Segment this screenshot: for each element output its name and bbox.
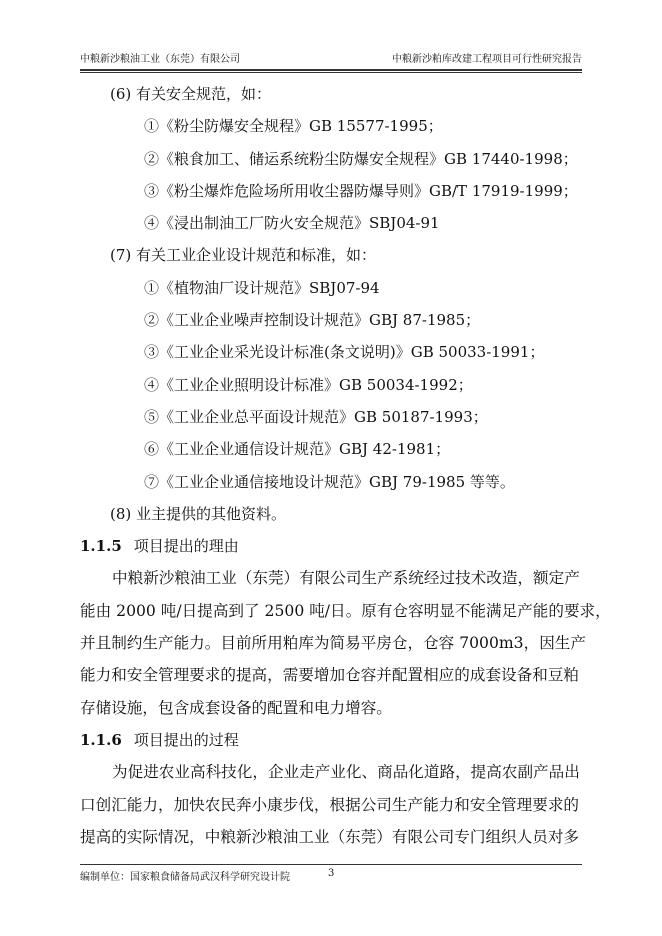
section-heading (80, 530, 582, 562)
paragraph-line: 中粮新沙粮油工业（东莞）有限公司生产系统经过技术改造，额定产 (112, 569, 580, 588)
list-item: ①《粉尘防爆安全规程》GB 15577-1995； (144, 117, 443, 136)
list-item: ⑤《工业企业总平面设计规范》GB 50187-1993； (144, 407, 488, 426)
paragraph-line: 为促进农业高科技化，企业走产业化、商品化道路，提高农副产品出 (112, 763, 580, 782)
paragraph-line: 能由 2000 吨/日提高到了 2500 吨/日。原有仓容明显不能满足产能的要求， (80, 601, 611, 620)
page-number: 3 (328, 868, 335, 879)
header-rule-thin (80, 72, 582, 73)
list-item: ②《工业企业噪声控制设计规范》GBJ 87-1985； (144, 311, 481, 330)
section-title: 项目提出的理由 (133, 537, 239, 556)
section-title: 项目提出的过程 (133, 730, 239, 749)
list-item: ⑥《工业企业通信设计规范》GBJ 42-1981； (144, 440, 451, 459)
section-number: 1.1.5 (80, 537, 122, 556)
header-rule (80, 69, 582, 71)
list-item: ①《植物油厂设计规范》SBJ07-94 (144, 278, 380, 297)
header-report-title: 中粮新沙粕库改建工程项目可行性研究报告 (392, 54, 582, 65)
list-item: ⑦《工业企业通信接地设计规范》GBJ 79-1985 等等。 (144, 472, 515, 491)
list-item: ③《工业企业采光设计标准(条文说明)》GB 50033-1991； (144, 343, 545, 362)
paragraph-line: 提高的实际情况，中粮新沙粮油工业（东莞）有限公司专门组织人员对多 (80, 827, 580, 846)
paragraph-line: 存储设施，包含成套设备的配置和电力增容。 (80, 698, 392, 717)
page-header (80, 50, 582, 68)
footer-organization: 编制单位：国家粮食储备局武汉科学研究设计院 (80, 872, 290, 883)
paragraph-line: 口创汇能力，加快农民奔小康步伐，根据公司生产能力和安全管理要求的 (80, 795, 580, 814)
section-heading (80, 724, 582, 756)
footer-rule (80, 864, 582, 865)
document-body (80, 78, 611, 853)
list-item: ②《粮食加工、储运系统粉尘防爆安全规程》GB 17440-1998； (144, 149, 578, 168)
paragraph-line: 并且制约生产能力。目前所用粕库为简易平房仓，仓容 7000m3，因生产 (80, 634, 586, 653)
list-item: (7) 有关工业企业设计规范和标准，如： (110, 246, 377, 265)
header-company: 中粮新沙粮油工业（东莞）有限公司 (80, 54, 240, 65)
list-item: ③《粉尘爆炸危险场所用收尘器防爆导则》GB/T 17919-1999； (144, 181, 578, 200)
list-item: (8) 业主提供的其他资料。 (110, 504, 287, 523)
list-item: ④《工业企业照明设计标准》GB 50034-1992； (144, 375, 473, 394)
section-number: 1.1.6 (80, 730, 122, 749)
list-item: (6) 有关安全规范，如： (110, 85, 272, 103)
list-item: ④《浸出制油工厂防火安全规范》SBJ04-91 (144, 214, 440, 233)
paragraph-line: 能力和安全管理要求的提高，需要增加仓容并配置相应的成套设备和豆粕 (80, 666, 580, 685)
